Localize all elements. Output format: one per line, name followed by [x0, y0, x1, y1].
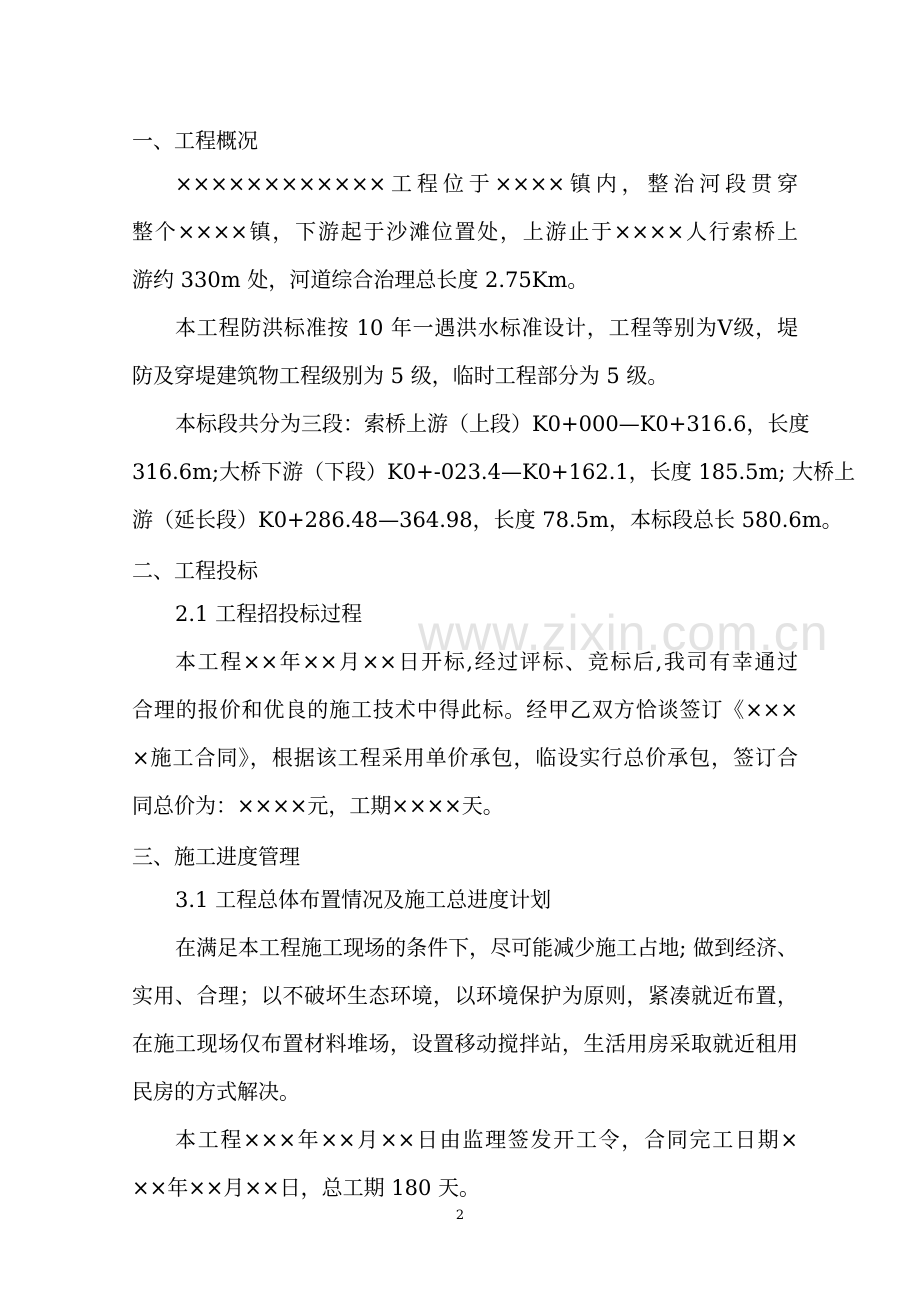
watermark: www.zixin.com.cn: [418, 605, 829, 661]
paragraph-line: 游约 330m 处，河道综合治理总长度 2.75Km。: [132, 268, 589, 292]
paragraph-line: 合理的报价和优良的施工技术中得此标。经甲乙双方恰谈签订《×××: [132, 698, 798, 722]
heading-project-overview: 一、工程概况: [132, 129, 258, 153]
heading-schedule-management: 三、施工进度管理: [132, 845, 300, 869]
page-number: 2: [455, 1208, 465, 1223]
subheading-layout-and-schedule: 3.1 工程总体布置情况及施工总进度计划: [175, 888, 552, 912]
subheading-bidding-process: 2.1 工程招投标过程: [175, 602, 363, 626]
paragraph-line: 实用、合理；以不破坏生态环境，以环境保护为原则，紧凑就近布置，: [132, 984, 798, 1008]
paragraph-line: 本标段共分为三段：索桥上游（上段）K0+000—K0+316.6，长度: [175, 412, 810, 436]
paragraph-line: 316.6m;大桥下游（下段）K0+-023.4—K0+162.1，长度 185.5m; 大桥上: [132, 460, 856, 484]
paragraph-line: 本工程××年××月××日开标,经过评标、竞标后,我司有幸通过: [175, 650, 798, 674]
paragraph-line: 在施工现场仅布置材料堆场，设置移动搅拌站，生活用房采取就近租用: [132, 1032, 798, 1056]
paragraph-line: ×施工合同》，根据该工程采用单价承包，临设实行总价承包，签订合: [132, 746, 798, 770]
paragraph-line: 整个××××镇，下游起于沙滩位置处，上游止于××××人行索桥上: [132, 220, 798, 244]
paragraph-line: 同总价为：××××元，工期××××天。: [132, 794, 504, 818]
paragraph-line: 本工程防洪标准按 10 年一遇洪水标准设计，工程等别为Ⅴ级，堤: [175, 316, 798, 340]
paragraph-line: 防及穿堤建筑物工程级别为 5 级，临时工程部分为 5 级。: [132, 364, 669, 388]
heading-bidding: 二、工程投标: [132, 559, 258, 583]
paragraph-line: 在满足本工程施工现场的条件下，尽可能减少施工占地; 做到经济、: [175, 936, 798, 960]
paragraph-line: ××××××××××××工程位于××××镇内，整治河段贯穿: [175, 172, 798, 196]
paragraph-line: ××年××月××日，总工期 180 天。: [132, 1176, 481, 1200]
paragraph-line: 本工程×××年××月××日由监理签发开工令，合同完工日期×: [175, 1128, 798, 1152]
paragraph-line: 游（延长段）K0+286.48—364.98，长度 78.5m，本标段总长 580.6m。: [132, 508, 843, 532]
paragraph-line: 民房的方式解决。: [132, 1080, 300, 1104]
